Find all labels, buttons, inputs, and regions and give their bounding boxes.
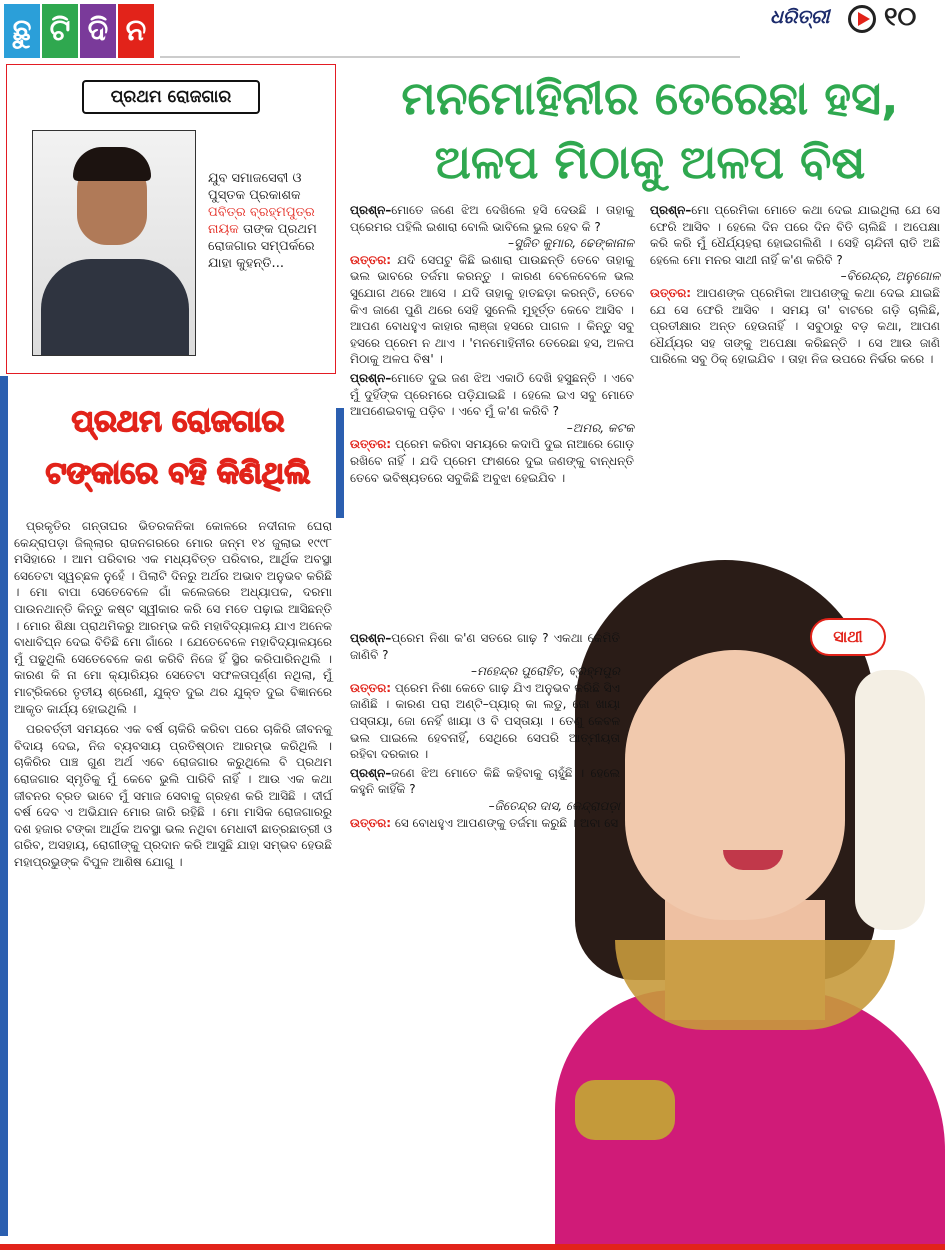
section-letter-3: ଦି (80, 4, 116, 58)
page-number: ୧୦ (884, 2, 917, 32)
question-label: ପ୍ରଶ୍ନ– (650, 203, 692, 217)
question-signature: –ଅମର, କଟକ (566, 420, 634, 435)
answer-text: ପ୍ରେମ ନିଶା କେତେ ଗାଢ଼ ଯିଏ ଅନୁଭବ କରିଛି ସିଏ ଜାଣିଛି । କାରଣ ପରା ଅଣ୍ଟି–ପ୍ୟାର୍ କା ଲଡୁ, ଜୋ ଖାୟା ପସ୍ତାୟା, ଜୋ ନେହିଁ ଖାୟା ଓ ବି ପସ୍ତାୟା । ତେଣୁ କେବଳ ଭଲ ପାଇଲେ ହେବନାହିଁ, ସେଥିରେ ସେପରି ଆତ୍ମୀୟତା ରହିବା ଦରକାର । (350, 680, 620, 762)
section-letter-4: ନ (118, 4, 154, 58)
question-signature: –ମହେନ୍ଦ୍ର ପୁରୋହିତ, ବ୍ରହ୍ମପୁର (471, 664, 620, 679)
left-headline-line1: ପ୍ରଥମ ରୋଜଗାର (71, 404, 285, 439)
left-paragraph-2: ପରବର୍ତ୍ତୀ ସମୟରେ ଏକ ବର୍ଷ ଚାକିରି କରିବା ପରେ ଚାକିରି ଜୀବନକୁ ବିଦାୟ ଦେଇ, ନିଜ ବ୍ୟବସାୟ ପ୍ରତିଷ୍ଠାନ ଆରମ୍ଭ କରିଥିଲି । ଚାକିରିର ପାଞ୍ଚ ଗୁଣ ଅର୍ଥ ଏବେ ରୋଜଗାର କରୁଥିଲେ ବି ପ୍ରଥମ ରୋଜଗାର ସ୍ମୃତିକୁ ମୁଁ କେବେ ଭୁଲି ପାରିବି ନାହିଁ । ଆଉ ଏକ କଥା ଜୀବନର ବ୍ରତ ଭାବେ ମୁଁ ସମାଜ ସେବାକୁ ଗ୍ରହଣ କରି ଆସିଛି । ଦୀର୍ଘ ବର୍ଷ ଦେବ ଏ ଅଭିଯାନ ମୋର ଜାରି ରହିଛି । ମୋ ମାସିକ ରୋଜଗାରରୁ ଦଶ ହଜାର ଟଙ୍କା ଆର୍ଥିକ ଅବସ୍ଥା ଭଲ ନଥିବା ମେଧାବୀ ଛାତ୍ରଛାତ୍ରୀ ଓ ଗରିବ, ଅସହାୟ, ରୋଗୀଙ୍କୁ ପ୍ରଦାନ କରି ଆସୁଛି ଯାହା ସମ୍ଭବ ହେଉଛି ମହାପ୍ରଭୁଙ୍କ ବିପୁଳ ଆଶିଷ ଯୋଗୁ । (14, 722, 332, 869)
intro-text (208, 170, 332, 272)
intro-name: ପବିତ୍ର ବ୍ରହ୍ମପୁତ୍ର ନାୟକ (208, 205, 315, 237)
answer-text: ସେ ବୋଧହୁଏ ଆପଣଙ୍କୁ ତର୍ଜମା କରୁଛି । ଅବା ସେ (394, 815, 619, 830)
section-letter-2: ଟି (42, 4, 78, 58)
footer-rule (0, 1244, 945, 1250)
left-accent-bar (0, 376, 8, 1236)
left-paragraph-1: ପ୍ରକୃତିର ଗନ୍ତାଘର ଭିତରକନିକା କୋଳରେ ନଦୀନାଳ ଘେରା କେନ୍ଦ୍ରାପଡ଼ା ଜିଲ୍ଲାର ରାଜନଗରରେ ମୋର ଜନ୍ମ ୧୪ ଜୁଲାଇ ୧୯୯୮ ମସିହାରେ । ଆମ ପରିବାର ଏକ ମଧ୍ୟବିତ୍ତ ପରିବାର, ଆର୍ଥିକ ଅବସ୍ଥା ସେତେଟା ସ୍ୱଚ୍ଛଳ ନୁହେଁ । ପିଲାଟି ଦିନରୁ ଅର୍ଥର ଅଭାବ ଅନୁଭବ କରିଛି । ମୋ ବାପା ସେତେବେଳେ ଗାଁ କଲେଜରେ ଅଧ୍ୟାପକ, ଦରମା ପାଉନଥାନ୍ତି କିନ୍ତୁ କଷ୍ଟ ସ୍ୱୀକାର କରି ସେ ମତେ ପଢ଼ାଇ ଆସିଛନ୍ତି । ମୋର ଶିକ୍ଷା ପ୍ରାଥମିକରୁ ଆରମ୍ଭ କରି ମହାବିଦ୍ୟାଳୟ ଯାଏ ଅନେକ ବାଧାବିଘ୍ନ ଦେଇ ବିତିଛି ମୋ ଗାଁରେ । ଯେତେବେଳେ ମହାବିଦ୍ୟାଳୟରେ ମୁଁ ପଢୁଥିଲି ସେତେବେଳେ କଣ କରିବି ନିଜେ ହିଁ ସ୍ଥିର କରିପାରିନଥିଲି । କାରଣ କି ନା ମୋ କ୍ୟାରିୟର ସେତେଟା ସଫଳତାପୂର୍ଣ୍ଣ ନଥିଲା, ମୁଁ ମାଟ୍ରିକରେ ତୃତୀୟ ଶ୍ରେଣୀ, ଯୁକ୍ତ ଦୁଇ ଥର ଯୁକ୍ତ ଦୁଇ ବିଜ୍ଞାନରେ ଆକୃତ କାର୍ଯ୍ୟ ହୋଇଥିଲି । (14, 519, 332, 716)
question-text: ପ୍ରେମ ନିଶା କ'ଣ ସତରେ ଗାଢ଼ ? ଏକଥା କେମିତି ଜାଣିବି ? (350, 631, 620, 662)
left-article-body (14, 518, 332, 870)
play-icon (848, 5, 876, 33)
question-signature: –ଜିତେନ୍ଦ୍ର ଦାସ, କେନ୍ଦ୍ରାପଡ଼ା (488, 798, 620, 813)
intro-line1: ଯୁବ ସମାଜସେବୀ ଓ ପୁସ୍ତକ ପ୍ରକାଶକ (208, 171, 302, 203)
main-headline-line1: ମନମୋହିନୀର ତେରେଛା ହସ, (401, 71, 899, 125)
answer-text: ପ୍ରେମ କରିବା ସମୟରେ କଦାପି ଦୁଇ ନାଆରେ ଗୋଡ଼ ରଖିବେ ନାହିଁ । ଯଦି ପ୍ରେମ ଫାଶରେ ଦୁଇ ଜଣଙ୍କୁ ବାନ୍ଧନ୍ତି ତେବେ ଭବିଷ୍ୟତରେ ସବୁକିଛି ଅବୁଝା ହେଇଯିବ । (350, 437, 634, 485)
left-headline-line2: ଟଙ୍କାରେ ବହି କିଣିଥିଲି (45, 456, 311, 491)
section-label: ପ୍ରଥମ ରୋଜଗାର (82, 80, 260, 114)
answer-label: ଉତ୍ତର: (350, 252, 392, 267)
question-text: ମୋ ପ୍ରେମିକା ମୋତେ କଥା ଦେଇ ଯାଇଥିଲା ଯେ ସେ ଫେରି ଆସିବ । ହେଲେ ଦିନ ପରେ ଦିନ ବିତି ଚାଲିଛି । ଅପେକ୍ଷା କରି କରି ମୁଁ ଧୈର୍ଯ୍ୟହରା ହୋଇଗଲିଣି । ସେହି ଚାନ୍ଦିନୀ ରାତି ଅଛି ହେଲେ ମୋ ମନର ସାଥୀ ନାହିଁ କ'ଣ କରିବି ? (650, 203, 940, 267)
main-headline-line2: ଅଳପ ମିଠାକୁ ଅଳପ ବିଷ (434, 135, 866, 189)
question-signature: –ସୁଜିତ କୁମାର, ଢେଙ୍କାନାଳ (508, 236, 634, 251)
column-tag: ସାଥୀ (810, 618, 886, 656)
answer-label: ଉତ୍ତର: (650, 285, 692, 300)
qa-column-right (650, 202, 940, 370)
question-label: ପ୍ରଶ୍ନ– (350, 765, 392, 780)
masthead (0, 0, 945, 62)
qa-item (350, 202, 634, 368)
question-label: ପ୍ରଶ୍ନ– (350, 203, 392, 217)
qa-column-bottom (350, 630, 620, 833)
answer-text: ଯଦି ସେପଟୁ କିଛି ଇଶାରା ପାଉଛନ୍ତି ତେବେ ତାହାକୁ ଭଲ ଭାବରେ ତର୍ଜମା କରନ୍ତୁ । କାରଣ ବେଳେବେଳେ ଭଲ ସୁଯୋଗ ଥରେ ଆସେ । ଯଦି ତାହାକୁ ହାତଛଡ଼ା କରନ୍ତି, ତେବେ କିଏ ଜାଣେ ପୁଣି ଥରେ ସେହି ସୁନେଲି ମୁହୂର୍ତ୍ତ କେବେ ଆସିବ । ଆପଣ ବୋଧହୁଏ କାହାର ଲାଞ୍ଜା ହସରେ ପାଗଳ । କିନ୍ତୁ ସବୁ ହସରେ ପ୍ରେମ ନ ଥାଏ । 'ମନମୋହିନୀର ତେରେଛା ହସ, ଅଳପ ମିଠାକୁ ଅଳପ ବିଷ' । (350, 252, 634, 367)
section-letter-1: ଛୁ (4, 4, 40, 58)
qa-item (650, 202, 940, 368)
intro-line2: ତାଙ୍କ ପ୍ରଥମ ରୋଜଗାର ସମ୍ପର୍କରେ ଯାହା କୁହନ୍ତି... (208, 222, 317, 271)
answer-label: ଉତ୍ତର: (350, 815, 392, 830)
left-headline (28, 396, 328, 500)
question-text: ଜଣେ ଝିଅ ମୋତେ କିଛି କହିବାକୁ ଚାହୁଁଛି । ହେଲେ କହୁନି କାହିଁକି ? (350, 765, 620, 797)
qa-item (350, 370, 634, 486)
brand-logo: ଧରିତ୍ରୀ (770, 6, 830, 28)
question-label: ପ୍ରଶ୍ନ– (350, 370, 392, 385)
answer-label: ଉତ୍ତର: (350, 680, 392, 695)
portrait-photo (32, 130, 196, 356)
question-text: ମୋତେ ଦୁଇ ଜଣ ଝିଅ ଏକାଠି ଦେଖି ହସୁଛନ୍ତି । ଏବେ ମୁଁ ଦୁହିଁଙ୍କ ପ୍ରେମରେ ପଡ଼ିଯାଇଛି । ହେଲେ ଇଏ ସବୁ ମୋତେ ଆପଣେଇବାକୁ ପଡ଼ିବ । ଏବେ ମୁଁ କ'ଣ କରିବି ? (350, 370, 634, 419)
header-rule (160, 56, 740, 58)
answer-label: ଉତ୍ତର: (350, 437, 392, 452)
question-signature: –ବିରେନ୍ଦ୍ର, ଅନୁଗୋଳ (840, 269, 940, 284)
main-headline (360, 66, 940, 194)
mid-accent-bar (336, 408, 344, 518)
question-text: ମୋତେ ଜଣେ ଝିଅ ଦେଖିଲେ ହସି ଦେଉଛି । ତାହାକୁ ପ୍ରେମର ପହିଲି ଇଶାରା ବୋଲି ଭାବିଲେ ଭୁଲ ହେବ କି ? (350, 203, 634, 234)
qa-column-left (350, 202, 634, 488)
question-label: ପ୍ରଶ୍ନ– (350, 631, 392, 645)
qa-item (350, 630, 620, 763)
qa-item (350, 765, 620, 831)
answer-text: ଆପଣଙ୍କ ପ୍ରେମିକା ଆପଣଙ୍କୁ କଥା ଦେଇ ଯାଇଛି ଯେ ସେ ଫେରି ଆସିବ । ସମୟ ତା' ବାଟରେ ଗଡ଼ି ଚାଲିଛି, ପ୍ରତୀକ୍ଷାର ଅନ୍ତ ହେଉନାହିଁ । ସବୁଠାରୁ ବଡ଼ କଥା, ଆପଣ ଧୈର୍ଯ୍ୟର ସହ ତାଙ୍କୁ ଅପେକ୍ଷା କରିଛନ୍ତି । ସେ ଆଉ ଜାଣି ପାରିଲେ ସବୁ ଠିକ୍ ହୋଇଯିବ । ତାହା ନିଜ ଉପରେ ନିର୍ଭର କରେ । (650, 285, 940, 367)
